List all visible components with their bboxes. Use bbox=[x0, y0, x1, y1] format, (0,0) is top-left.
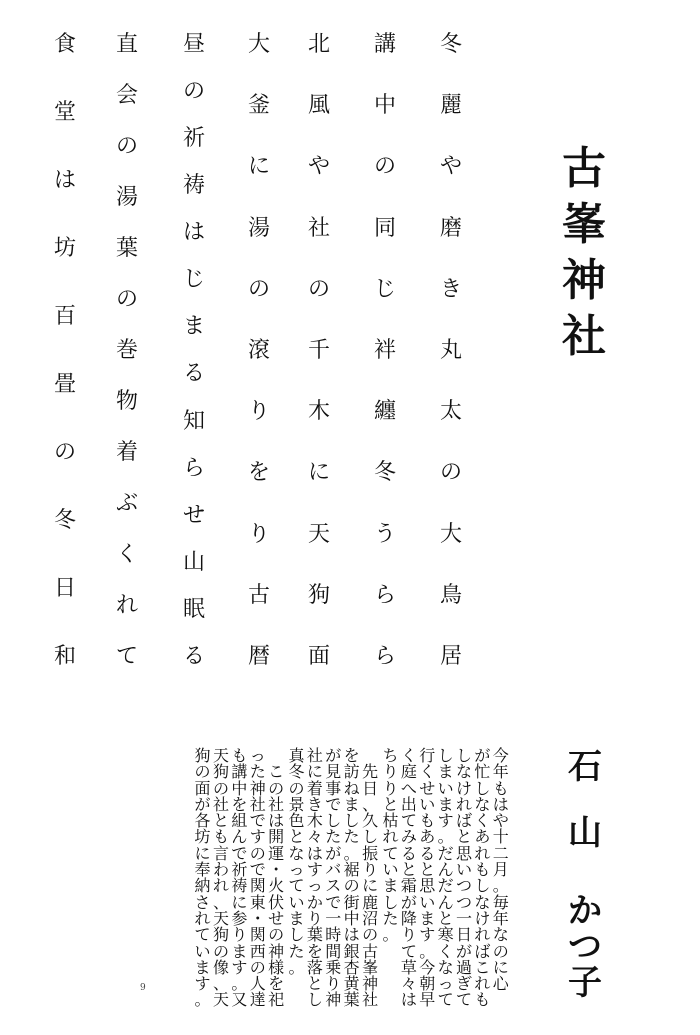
prose-column: も 講 中 を 組 ん で 祈 祷 に 参 り ま す 。 又 bbox=[231, 746, 248, 1010]
haiku-line: 冬 麗 や 磨 き 丸 太 の 大 鳥 居 bbox=[440, 32, 463, 669]
author-char: か bbox=[568, 891, 602, 931]
prose-column: 社 に 着 き 木 々 は す っ か り 葉 を 落 と し bbox=[306, 746, 323, 1010]
page-title bbox=[562, 143, 606, 371]
prose-column: し ま い ま す 。 だ ん だ ん と 寒 く な っ て bbox=[437, 746, 454, 1010]
prose-column: く 庭 へ 出 て み る と 霜 が 降 り て 草 々 は bbox=[400, 746, 417, 1010]
author-char: つ bbox=[568, 927, 602, 967]
haiku-line: 食 堂 は 坊 百 畳 の 冬 日 和 bbox=[54, 32, 77, 669]
haiku-line: 講 中 の 同 じ 袢 纏 冬 う ら ら bbox=[374, 32, 397, 669]
title-char: 峯 bbox=[562, 199, 606, 250]
prose-column: が 忙 し な く あ れ も し な け れ ば こ れ も bbox=[474, 746, 491, 1010]
title-char: 社 bbox=[562, 311, 606, 362]
haiku-line: 直 会 の 湯 葉 の 巻 物 着 ぶ く れ て bbox=[116, 32, 139, 669]
author-char: 石 bbox=[568, 747, 602, 787]
haiku-line: 北 風 や 社 の 千 木 に 天 狗 面 bbox=[308, 32, 331, 669]
author-char: 子 bbox=[568, 963, 602, 1003]
prose-column: 狗 の 面 が 各 坊 に 奉 納 さ れ て い ま す 。 bbox=[194, 746, 211, 1010]
haiku-line: 大 釜 に 湯 の 滾 り を り 古 暦 bbox=[248, 32, 271, 669]
page-number: 9 bbox=[140, 983, 146, 993]
prose-column: 先 日 、 久 し 振 り に 鹿 沼 の 古 峯 神 社 bbox=[362, 762, 379, 1010]
author-name bbox=[568, 747, 602, 1003]
prose-column: を 訪 ね ま し た 。 裾 の 街 中 は 銀 杏 黄 葉 bbox=[343, 746, 360, 1010]
author-char: 山 bbox=[568, 813, 602, 853]
haiku-line: 昼 の 祈 祷 は じ ま る 知 ら せ 山 眠 る bbox=[183, 32, 206, 669]
title-char: 神 bbox=[562, 255, 606, 306]
prose-column: 今 年 も は や 十 二 月 。 毎 年 な の に 心 bbox=[492, 746, 509, 994]
prose-column: 天 狗 の 社 と も 言 わ れ 、 天 狗 の 像 、 天 bbox=[212, 746, 229, 1010]
prose-column: 真 冬 の 景 色 と な っ て い ま し た 。 bbox=[288, 746, 305, 977]
prose-column: し な け れ ば と 思 い つ つ 一 日 が 過 ぎ て bbox=[456, 746, 473, 1010]
prose-column: が 見 事 で し た が バ ス で 一 時 間 乗 り 神 bbox=[325, 746, 342, 1010]
prose-column: こ の 社 は 開 運 ・ 火 伏 せ の 神 様 を 祀 bbox=[268, 762, 285, 1010]
prose-essay bbox=[130, 748, 510, 1010]
prose-column: っ た 神 社 で す の で 関 東 ・ 関 西 の 人 達 bbox=[249, 746, 266, 1010]
title-char: 古 bbox=[562, 143, 606, 194]
prose-column: ち り り と 枯 れ て い ま し た 。 bbox=[382, 746, 399, 945]
prose-column: 行 く せ い も あ る と 思 い ま す 。 今 朝 早 bbox=[419, 746, 436, 1010]
